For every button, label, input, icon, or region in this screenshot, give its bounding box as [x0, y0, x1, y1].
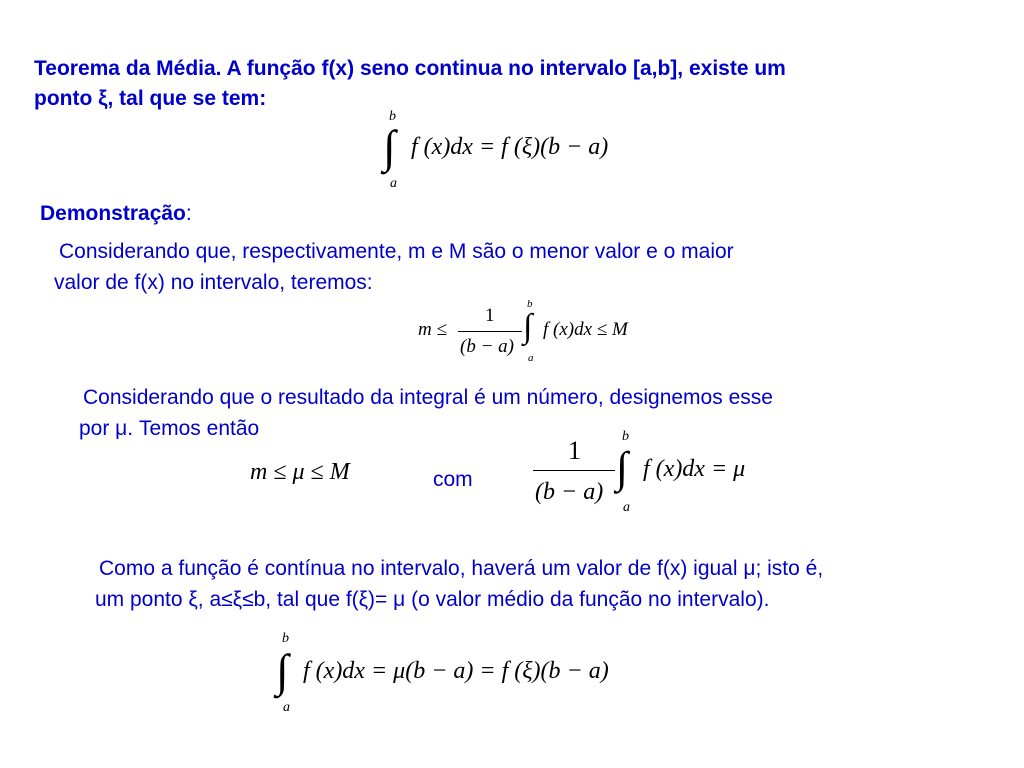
- formula-body: f (x)dx = f (ξ)(b − a): [411, 134, 609, 160]
- theorem-line-1: Teorema da Média. A função f(x) seno continua no intervalo [a,b], existe um: [34, 57, 786, 80]
- theorem-line-2: ponto ξ, tal que se tem:: [34, 87, 267, 110]
- integral-lower-limit: a: [623, 500, 630, 515]
- fraction-numerator: 1: [485, 305, 495, 326]
- fraction-bar: [458, 331, 522, 332]
- formula-body: f (x)dx = μ(b − a) = f (ξ)(b − a): [303, 658, 609, 684]
- integral-upper-limit: b: [282, 631, 289, 646]
- paragraph-3-line-2: um ponto ξ, a≤ξ≤b, tal que f(ξ)= μ (o valor médio da função no intervalo).: [95, 588, 770, 611]
- integral-sign: ∫: [383, 121, 396, 172]
- paragraph-3-line-1: Como a função é contínua no intervalo, haverá um valor de f(x) igual μ; isto é,: [99, 557, 824, 580]
- integral-upper-limit: b: [622, 429, 629, 444]
- fraction-bar: [533, 470, 615, 471]
- demonstration-title: Demonstração: [40, 202, 186, 225]
- integral-upper-limit: b: [389, 109, 396, 124]
- integral-upper-limit: b: [527, 298, 533, 310]
- integral-sign: ∫: [616, 443, 629, 492]
- paragraph-1-line-1: Considerando que, respectivamente, m e M são o menor valor e o maior: [59, 240, 734, 263]
- demonstration-colon: :: [185, 202, 192, 225]
- integral-lower-limit: a: [528, 352, 534, 364]
- paragraph-2-line-1: Considerando que o resultado da integral é um número, designemos esse: [83, 386, 773, 409]
- formula-left: m ≤: [418, 319, 447, 340]
- fraction-denominator: (b − a): [535, 479, 604, 505]
- integral-lower-limit: a: [390, 176, 397, 191]
- formula-right: f (x)dx ≤ M: [543, 319, 628, 340]
- integral-lower-limit: a: [283, 700, 290, 715]
- paragraph-1-line-2: valor de f(x) no intervalo, teremos:: [54, 271, 373, 294]
- com-label: com: [433, 468, 473, 491]
- integral-sign: ∫: [276, 645, 289, 696]
- inequality: m ≤ μ ≤ M: [250, 459, 350, 485]
- integral-sign: ∫: [523, 308, 533, 345]
- demonstration-heading: [40, 199, 192, 229]
- paragraph-2-line-2: por μ. Temos então: [79, 417, 260, 440]
- fraction-denominator: (b − a): [460, 336, 514, 357]
- formula-right: f (x)dx = μ: [643, 456, 746, 482]
- fraction-numerator: 1: [568, 436, 581, 465]
